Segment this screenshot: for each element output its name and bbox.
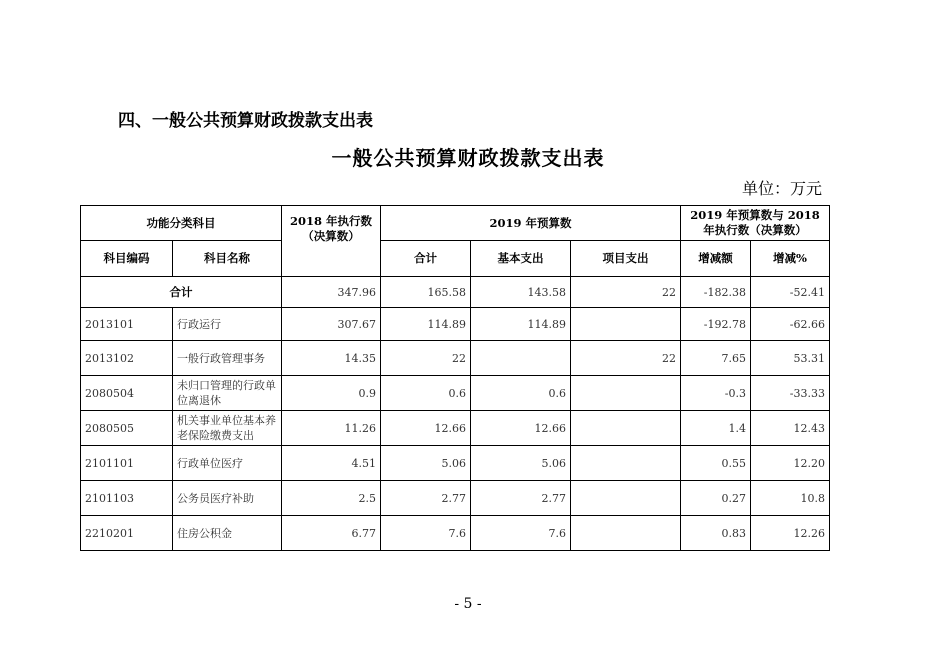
cell-project [571, 446, 681, 481]
header-functional-category: 功能分类科目 [81, 206, 282, 241]
cell-basic: 114.89 [471, 308, 571, 341]
cell-project: 22 [571, 341, 681, 376]
header-code: 科目编码 [81, 241, 173, 277]
table-title: 一般公共预算财政拨款支出表 [331, 146, 605, 170]
cell-basic: 5.06 [471, 446, 571, 481]
cell-change-pct: -52.41 [751, 277, 830, 308]
cell-total: 22 [381, 341, 471, 376]
cell-change-amount: 0.83 [681, 516, 751, 551]
cell-exec-2018: 14.35 [282, 341, 381, 376]
cell-total: 114.89 [381, 308, 471, 341]
cell-change-pct: 12.20 [751, 446, 830, 481]
cell-change-pct: 53.31 [751, 341, 830, 376]
cell-code: 2101101 [81, 446, 173, 481]
cell-change-amount: -182.38 [681, 277, 751, 308]
cell-project [571, 411, 681, 446]
cell-exec-2018: 347.96 [282, 277, 381, 308]
cell-name: 住房公积金 [173, 516, 282, 551]
cell-total: 0.6 [381, 376, 471, 411]
cell-change-amount: -192.78 [681, 308, 751, 341]
table-row [81, 481, 830, 516]
table-row [81, 446, 830, 481]
header-project: 项目支出 [571, 241, 681, 277]
cell-change-pct: 12.43 [751, 411, 830, 446]
table-row [81, 376, 830, 411]
cell-exec-2018: 307.67 [282, 308, 381, 341]
table-row [81, 308, 830, 341]
cell-name: 未归口管理的行政单位离退休 [173, 376, 282, 411]
cell-basic: 143.58 [471, 277, 571, 308]
cell-exec-2018: 11.26 [282, 411, 381, 446]
cell-project [571, 516, 681, 551]
header-basic: 基本支出 [471, 241, 571, 277]
cell-exec-2018: 4.51 [282, 446, 381, 481]
expenditure-table [80, 205, 830, 551]
table-row [81, 516, 830, 551]
cell-total: 165.58 [381, 277, 471, 308]
cell-name: 一般行政管理事务 [173, 341, 282, 376]
cell-change-amount: 7.65 [681, 341, 751, 376]
cell-total: 12.66 [381, 411, 471, 446]
cell-project: 22 [571, 277, 681, 308]
header-exec-2018: 2018 年执行数（决算数） [282, 206, 381, 277]
header-name: 科目名称 [173, 241, 282, 277]
cell-change-amount: 1.4 [681, 411, 751, 446]
cell-name: 机关事业单位基本养老保险缴费支出 [173, 411, 282, 446]
cell-basic: 2.77 [471, 481, 571, 516]
header-comparison: 2019 年预算数与 2018 年执行数（决算数） [681, 206, 830, 241]
header-total: 合计 [381, 241, 471, 277]
total-label: 合计 [81, 277, 282, 308]
cell-total: 2.77 [381, 481, 471, 516]
cell-project [571, 481, 681, 516]
cell-exec-2018: 6.77 [282, 516, 381, 551]
cell-project [571, 376, 681, 411]
cell-code: 2013102 [81, 341, 173, 376]
cell-name: 公务员医疗补助 [173, 481, 282, 516]
cell-code: 2080505 [81, 411, 173, 446]
cell-code: 2013101 [81, 308, 173, 341]
section-heading: 四、一般公共预算财政拨款支出表 [118, 111, 373, 131]
header-budget-2019: 2019 年预算数 [381, 206, 681, 241]
header-change-amount: 增减额 [681, 241, 751, 277]
cell-exec-2018: 0.9 [282, 376, 381, 411]
header-change-pct: 增减% [751, 241, 830, 277]
cell-code: 2080504 [81, 376, 173, 411]
cell-exec-2018: 2.5 [282, 481, 381, 516]
cell-basic: 0.6 [471, 376, 571, 411]
table-row [81, 341, 830, 376]
cell-basic [471, 341, 571, 376]
cell-change-amount: -0.3 [681, 376, 751, 411]
total-row [81, 277, 830, 308]
cell-change-pct: 10.8 [751, 481, 830, 516]
cell-total: 7.6 [381, 516, 471, 551]
cell-basic: 7.6 [471, 516, 571, 551]
cell-change-pct: -33.33 [751, 376, 830, 411]
cell-name: 行政单位医疗 [173, 446, 282, 481]
cell-name: 行政运行 [173, 308, 282, 341]
cell-project [571, 308, 681, 341]
cell-code: 2210201 [81, 516, 173, 551]
page-number: - 5 - [454, 596, 482, 612]
cell-change-amount: 0.27 [681, 481, 751, 516]
cell-change-pct: -62.66 [751, 308, 830, 341]
table-row [81, 411, 830, 446]
unit-label: 单位：万元 [741, 179, 822, 198]
cell-change-amount: 0.55 [681, 446, 751, 481]
cell-change-pct: 12.26 [751, 516, 830, 551]
cell-total: 5.06 [381, 446, 471, 481]
cell-basic: 12.66 [471, 411, 571, 446]
cell-code: 2101103 [81, 481, 173, 516]
